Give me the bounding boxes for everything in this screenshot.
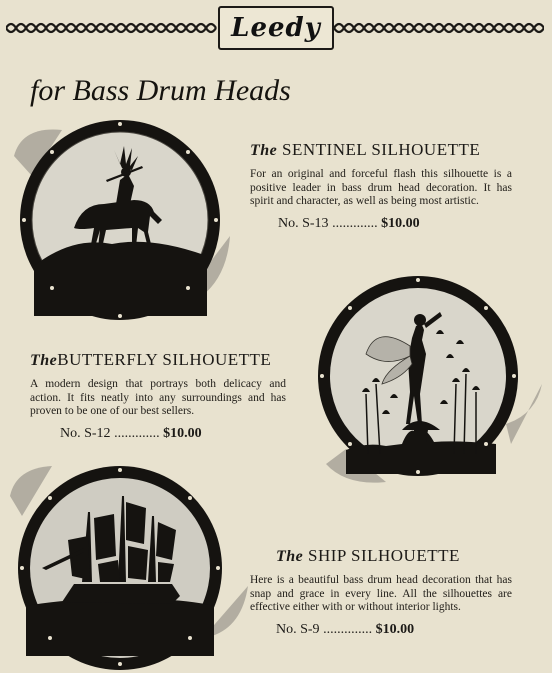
butterfly-price-line (60, 426, 286, 442)
leedy-logo (218, 6, 334, 50)
sentinel-dots: ............. (332, 215, 378, 231)
butterfly-title: BUTTERFLY SILHOUETTE (57, 350, 272, 369)
sentinel-price-line (278, 216, 512, 232)
ship-heading (276, 546, 512, 566)
sentinel-drum-image (2, 116, 234, 324)
ship-description: Here is a beautiful bass drum head decoration that has snap and grace in every line. All the silhouettes are effective either with or without interior lights. (250, 574, 512, 613)
ship-price-line (276, 622, 512, 638)
logo-text: Leedy (231, 13, 321, 43)
page-title: for Bass Drum Heads (30, 74, 291, 107)
butterfly-number: No. S-12 (60, 425, 111, 441)
butterfly-heading (30, 350, 286, 370)
ship-title: SHIP SILHOUETTE (308, 546, 460, 565)
ship-number: No. S-9 (276, 621, 320, 637)
ship-price: $10.00 (375, 621, 415, 637)
ship-dots: .............. (323, 621, 373, 637)
sentinel-title: SENTINEL SILHOUETTE (282, 140, 481, 159)
sentinel-number: No. S-13 (278, 215, 329, 231)
sentinel-text (250, 140, 512, 232)
sentinel-the: The (250, 142, 278, 159)
butterfly-the: The (30, 352, 58, 369)
ship-drum-image (2, 456, 252, 670)
rope-border-left (6, 18, 220, 38)
sentinel-price: $10.00 (381, 215, 420, 231)
butterfly-text (30, 350, 286, 442)
butterfly-drum-image (306, 274, 546, 488)
ship-the: The (276, 548, 304, 565)
sentinel-description: For an original and forceful flash this silhouette is a positive leader in bass drum head decoration. It has spirit and character, as well as being most artistic. (250, 168, 512, 207)
sentinel-heading (250, 140, 512, 160)
rope-border-right (330, 18, 544, 38)
butterfly-price: $10.00 (163, 425, 202, 441)
butterfly-dots: ............. (114, 425, 160, 441)
butterfly-description: A modern design that portrays both delicacy and action. It fits neatly into any surroundings and has proven to be one of our best sellers. (30, 378, 286, 417)
ship-text (250, 546, 512, 638)
